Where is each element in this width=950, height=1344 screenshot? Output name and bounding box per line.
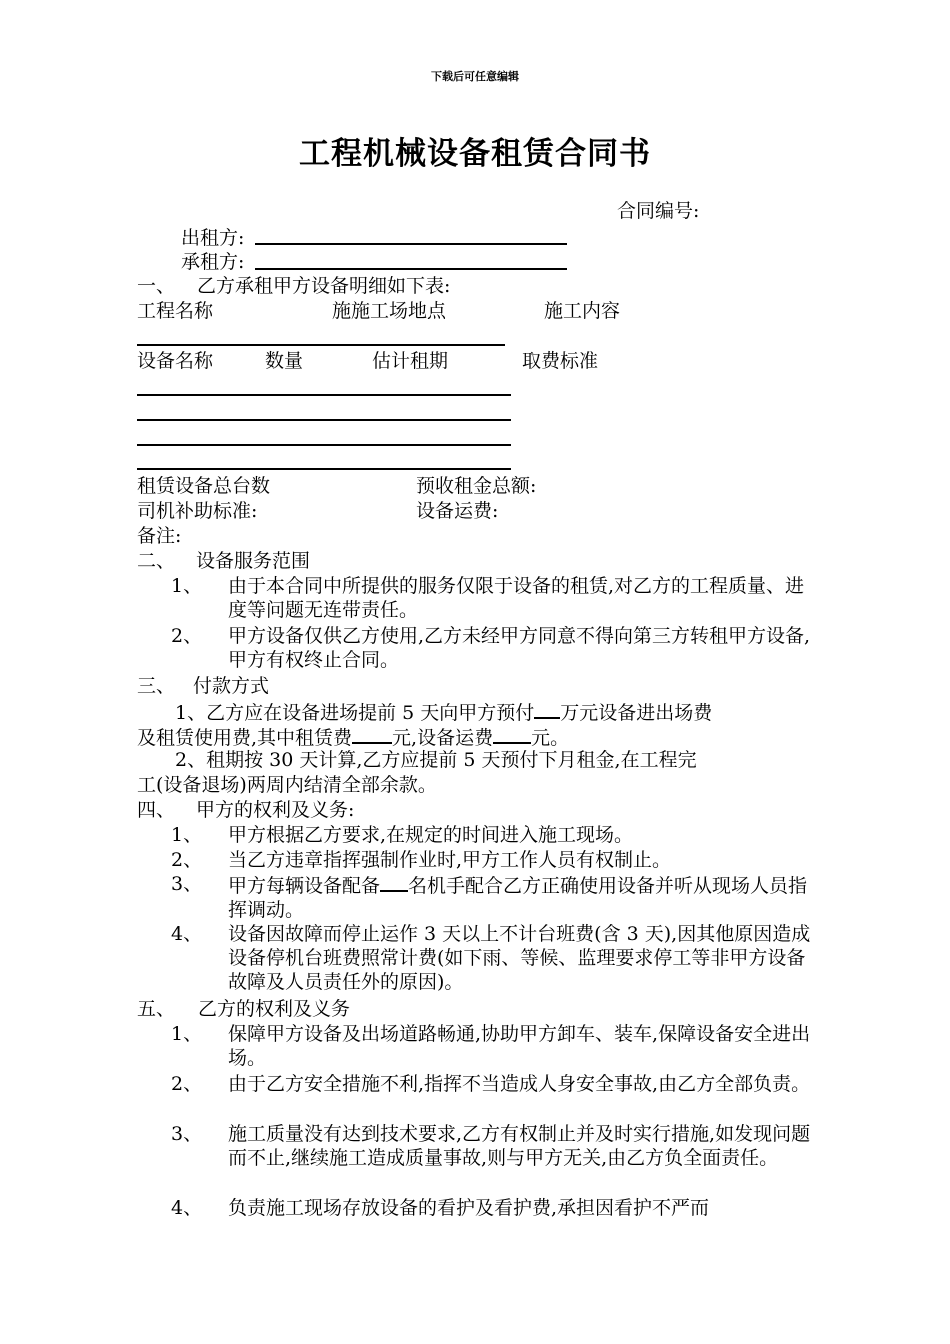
section1-heading: 乙方承租甲方设备明细如下表: [197,275,451,297]
total-units-label: 租赁设备总台数 [137,475,271,497]
section5-heading: 乙方的权利及义务 [198,998,351,1020]
section4-item-text: 当乙方违章指挥强制作业时,甲方工作人员有权制止。 [228,849,672,871]
payment-clause-1-text: 元,设备运费 [392,727,494,749]
section5-item-text: 由于乙方安全措施不利,指挥不当造成人身安全事故,由乙方全部负责。 [228,1073,811,1095]
remark-label: 备注: [137,525,182,547]
section4-item-text: 甲方根据乙方要求,在规定的时间进入施工现场。 [228,824,634,846]
section4-item3-text: 名机手配合乙方正确使用设备并听从现场人员指挥调动。 [228,875,808,921]
section5-number: 五、 [137,998,176,1020]
section5-item-number: 1、 [171,1023,203,1045]
section2-item-text: 甲方设备仅供乙方使用,乙方未经甲方同意不得向第三方转租甲方设备,甲方有权终止合同。 [228,625,811,671]
section5-item-number: 3、 [171,1123,203,1145]
page-header-note: 下载后可任意编辑 [431,70,519,83]
section2-number: 二、 [137,550,176,572]
section2-item-number: 2、 [171,625,203,647]
equipment-row-line [137,419,511,421]
payment-clause-1-text: 及租赁使用费,其中租赁费 [137,727,353,749]
lessee-blank [255,268,567,270]
section1-number: 一、 [137,275,176,297]
contract-number-label: 合同编号: [617,200,700,222]
operator-count-blank [380,872,408,892]
col-work-content: 施工内容 [544,300,621,322]
section4-item3-text: 甲方每辆设备配备 [228,875,381,897]
prepayment-amount-blank [534,699,560,719]
col-site-location: 施施工场地点 [332,300,447,322]
driver-subsidy-label: 司机补助标准: [137,500,258,522]
freight-fee-blank [493,724,531,744]
payment-clause-1-text: 万元设备进出场费 [560,702,713,724]
payment-clause-1-line-2 [137,724,569,750]
section4-item-number: 1、 [171,824,203,846]
section4-item-text [228,872,813,922]
payment-clause-1-line-1 [175,699,712,725]
section4-heading: 甲方的权利及义务: [196,799,355,821]
col-fee-standard: 取费标准 [522,350,599,372]
rental-fee-blank [352,724,392,744]
section5-item-text: 保障甲方设备及出场道路畅通,协助甲方卸车、装车,保障设备安全进出场。 [228,1023,811,1069]
project-row-line [137,344,505,346]
document-title: 工程机械设备租赁合同书 [299,136,651,172]
payment-clause-1-text: 1、乙方应在设备进场提前 5 天向甲方预付 [175,702,535,724]
lessor-label: 出租方: [181,227,245,249]
section5-item-text: 施工质量没有达到技术要求,乙方有权制止并及时实行措施,如发现问题而不止,继续施工造成质量事故,则与甲方无关,由乙方负全面责任。 [228,1123,811,1169]
section5-item-number: 4、 [171,1197,203,1219]
section3-heading: 付款方式 [193,675,270,697]
section4-item-number: 4、 [171,923,203,945]
equipment-row-line [137,468,511,470]
col-estimated-period: 估计租期 [372,350,449,372]
section3-number: 三、 [137,675,176,697]
section2-heading: 设备服务范围 [196,550,311,572]
col-project-name: 工程名称 [137,300,214,322]
section4-item-number: 3、 [171,873,203,895]
lessee-label: 承租方: [181,251,245,273]
prepaid-rent-label: 预收租金总额: [416,475,537,497]
payment-clause-1-text: 元。 [531,727,570,749]
col-equipment-name: 设备名称 [137,350,214,372]
section4-number: 四、 [137,799,176,821]
equipment-row-line [137,394,511,396]
payment-clause-2-line-1: 2、租期按 30 天计算,乙方应提前 5 天预付下月租金,在工程完 [175,749,697,771]
section5-item-number: 2、 [171,1073,203,1095]
col-quantity: 数量 [265,350,304,372]
section2-item-text: 由于本合同中所提供的服务仅限于设备的租赁,对乙方的工程质量、进度等问题无连带责任。 [228,575,805,621]
section2-item-number: 1、 [171,575,203,597]
section5-item-text: 负责施工现场存放设备的看护及看护费,承担因看护不严而 [228,1197,710,1219]
payment-clause-2-line-2: 工(设备退场)两周内结清全部余款。 [137,774,437,796]
lessor-blank [255,243,567,245]
section4-item-text: 设备因故障而停止运作 3 天以上不计台班费(含 3 天),因其他原因造成设备停机台班费照常计费(如下雨、等候、监理要求停工等非甲方设备故障及人员责任外的原因)。 [228,923,811,993]
freight-label: 设备运费: [416,500,499,522]
section4-item-number: 2、 [171,849,203,871]
equipment-row-line [137,444,511,446]
